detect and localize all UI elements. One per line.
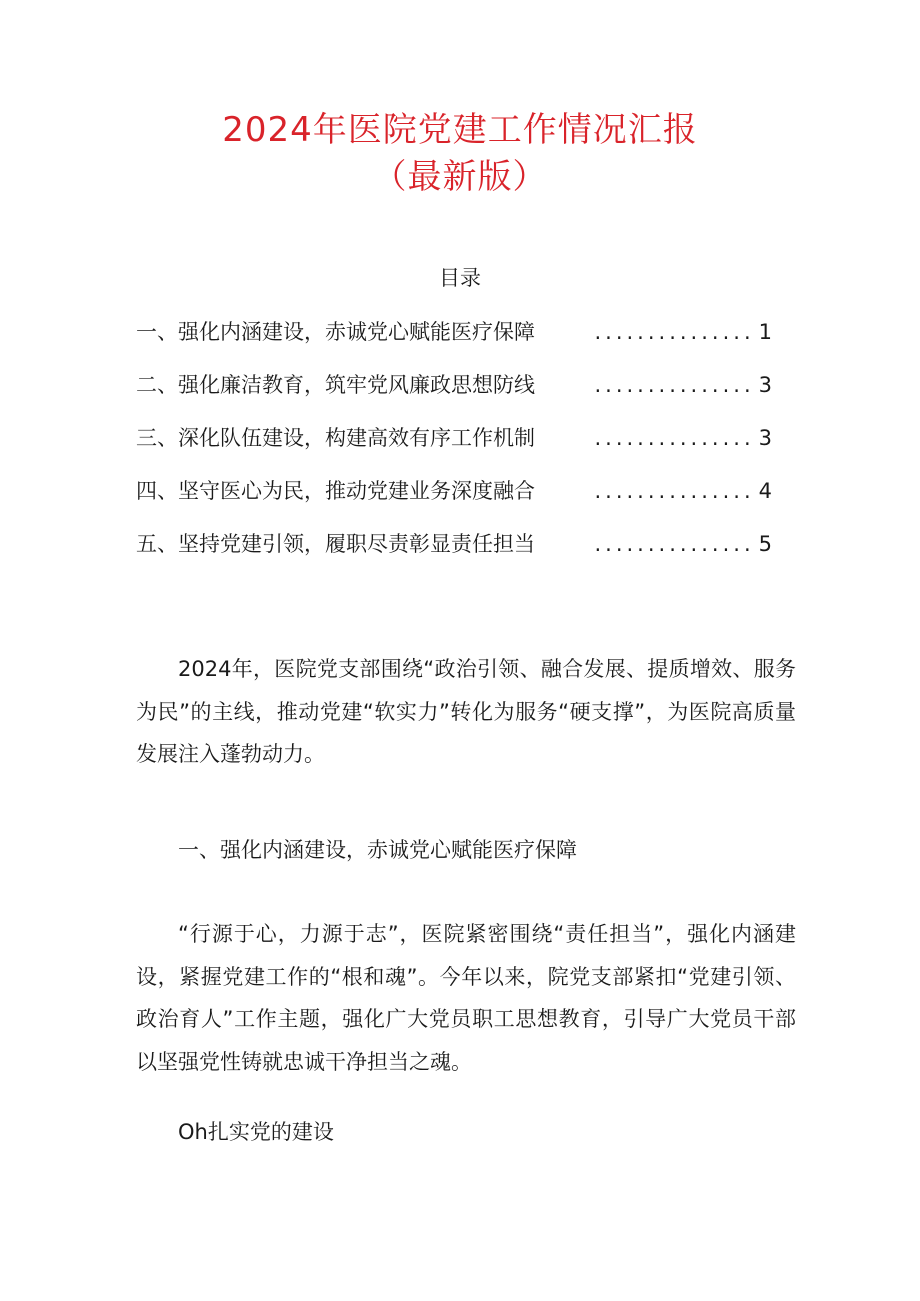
section-paragraph: “行源于心，力源于志”，医院紧密围绕“责任担当”，强化内涵建设，紧握党建工作的“根和魂”。今年以来，院党支部紧扣“党建引领、政治育人”工作主题，强化广大党员职工思想教育，引导广大党员干部以坚强党性铸就忠诚干净担当之魂。 bbox=[136, 922, 796, 1074]
section-heading: 一、强化内涵建设，赤诚党心赋能医疗保障 bbox=[178, 838, 577, 862]
toc-item[interactable] bbox=[136, 530, 772, 583]
document-title: 2024年医院党建工作情况汇报 bbox=[222, 110, 698, 150]
toc-item[interactable] bbox=[136, 424, 772, 477]
toc-item[interactable] bbox=[136, 371, 772, 424]
subsection-heading: Oh扎实党的建设 bbox=[178, 1120, 334, 1144]
toc-heading: 目录 bbox=[439, 266, 481, 290]
toc-item[interactable] bbox=[136, 318, 772, 371]
document-subtitle: （最新版） bbox=[372, 157, 548, 197]
toc-item[interactable] bbox=[136, 477, 772, 530]
toc-page-number: 5 bbox=[758, 532, 772, 556]
toc-page-number: 4 bbox=[758, 479, 772, 503]
toc-leader-dots: ............... bbox=[594, 479, 755, 503]
toc-item-label: 五、坚持党建引领，履职尽责彰显责任担当 bbox=[136, 532, 535, 556]
toc-leader-dots: ............... bbox=[594, 426, 755, 450]
toc-leader-dots: ............... bbox=[594, 320, 755, 344]
toc-item-label: 三、深化队伍建设，构建高效有序工作机制 bbox=[136, 426, 535, 450]
toc-leader-dots: ............... bbox=[594, 373, 755, 397]
intro-paragraph: 2024年，医院党支部围绕“政治引领、融合发展、提质增效、服务为民”的主线，推动党建“软实力”转化为服务“硬支撑”，为医院高质量发展注入蓬勃动力。 bbox=[136, 657, 796, 766]
toc-item-label: 一、强化内涵建设，赤诚党心赋能医疗保障 bbox=[136, 320, 535, 344]
toc-item-label: 四、坚守医心为民，推动党建业务深度融合 bbox=[136, 479, 535, 503]
toc-page-number: 1 bbox=[758, 320, 772, 344]
toc-item-label: 二、强化廉洁教育，筑牢党风廉政思想防线 bbox=[136, 373, 535, 397]
toc-page-number: 3 bbox=[758, 373, 772, 397]
toc-page-number: 3 bbox=[758, 426, 772, 450]
table-of-contents bbox=[136, 318, 772, 583]
toc-leader-dots: ............... bbox=[594, 532, 755, 556]
